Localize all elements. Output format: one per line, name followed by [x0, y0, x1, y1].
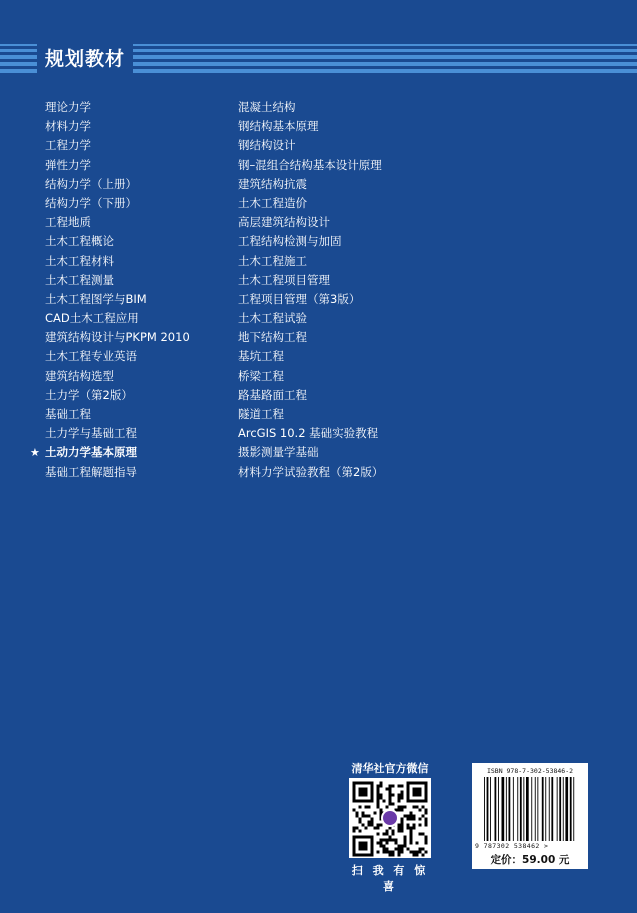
book-title-item	[45, 252, 190, 271]
isbn-barcode	[472, 763, 588, 869]
book-title-item	[238, 424, 383, 443]
book-title: 钢结构基本原理	[238, 119, 319, 134]
book-title: ArcGIS 10.2 基础实验教程	[238, 426, 379, 441]
book-title: 土动力学基本原理	[45, 445, 137, 460]
book-title: 基础工程解题指导	[45, 464, 137, 479]
book-title: 摄影测量学基础	[238, 445, 319, 460]
price-label: 定价：59.00 元	[490, 854, 570, 866]
book-title-item	[45, 175, 190, 194]
book-title: 土木工程专业英语	[45, 349, 137, 364]
book-title-item	[238, 443, 383, 462]
book-title-item	[45, 213, 190, 232]
book-title: 土木工程材料	[45, 253, 114, 268]
book-title: 高层建筑结构设计	[238, 215, 330, 230]
book-title: 土木工程造价	[238, 195, 307, 210]
book-title: 工程地质	[45, 215, 91, 230]
book-title-item	[45, 328, 190, 347]
star-icon: ★	[30, 446, 40, 460]
book-list-right	[238, 98, 383, 482]
qr-caption: 扫 我 有 惊 喜	[351, 864, 429, 893]
book-title-item	[238, 405, 383, 424]
book-title: 土木工程测量	[45, 272, 114, 287]
book-list-left	[30, 98, 190, 482]
book-title-item	[45, 347, 190, 366]
book-title: 弹性力学	[45, 157, 91, 172]
book-title: 土木工程概论	[45, 234, 114, 249]
book-title: 建筑结构设计与PKPM 2010	[45, 330, 190, 345]
book-title-item	[238, 386, 383, 405]
book-title-item	[45, 98, 190, 117]
book-title-item	[238, 367, 383, 386]
book-title-item	[238, 213, 383, 232]
book-title-item	[238, 309, 383, 328]
book-title: 工程力学	[45, 138, 91, 153]
book-title: 材料力学试验教程（第2版）	[238, 464, 384, 479]
book-title: 土力学（第2版）	[45, 387, 133, 402]
book-title: 地下结构工程	[238, 330, 307, 345]
wechat-qr-code[interactable]	[349, 778, 431, 858]
book-title: 混凝土结构	[238, 100, 296, 114]
book-title-item	[45, 367, 190, 386]
book-title-item	[45, 232, 190, 251]
book-title: 隧道工程	[238, 407, 284, 421]
book-title: 土木工程项目管理	[238, 272, 330, 287]
isbn-label: ISBN 978-7-302-53846-2	[486, 767, 574, 775]
book-title-item	[45, 309, 190, 328]
book-title-item	[238, 117, 383, 136]
book-title: CAD土木工程应用	[45, 311, 139, 326]
book-title-item	[45, 136, 190, 155]
barcode-bars	[482, 777, 578, 841]
book-title-item	[238, 156, 383, 175]
book-title-item	[45, 117, 190, 136]
book-title-item	[45, 194, 190, 213]
book-title-item	[45, 463, 190, 482]
book-title: 土木工程图学与BIM	[45, 291, 147, 306]
book-title: 钢–混组合结构基本设计原理	[238, 157, 382, 172]
series-title: 规划教材	[37, 44, 133, 75]
book-title: 建筑结构选型	[45, 368, 114, 383]
book-title: 建筑结构抗震	[238, 176, 307, 191]
book-title: 土力学与基础工程	[45, 426, 137, 441]
book-title: 土木工程施工	[238, 253, 307, 268]
book-title: 路基路面工程	[238, 387, 307, 402]
book-title-item	[238, 463, 383, 482]
book-title-item	[45, 290, 190, 309]
book-title-item	[238, 232, 383, 251]
book-title-item	[238, 328, 383, 347]
book-title-item	[45, 424, 190, 443]
book-title: 桥梁工程	[238, 368, 284, 383]
book-title-item	[238, 175, 383, 194]
book-title-item	[238, 136, 383, 155]
book-title-item	[45, 386, 190, 405]
qr-title: 清华社官方微信	[351, 762, 429, 775]
book-title-item	[238, 98, 383, 117]
book-title: 结构力学（上册）	[45, 176, 137, 191]
book-title: 工程结构检测与加固	[238, 234, 342, 249]
book-title: 基坑工程	[238, 349, 284, 364]
book-title: 理论力学	[45, 100, 91, 114]
book-title: 材料力学	[45, 119, 91, 134]
book-title-item	[30, 443, 190, 462]
book-title-item	[45, 405, 190, 424]
book-title: 土木工程试验	[238, 311, 307, 326]
book-title: 结构力学（下册）	[45, 195, 137, 210]
book-title-item	[238, 347, 383, 366]
book-title-item	[238, 290, 383, 309]
book-title-item	[45, 156, 190, 175]
book-title: 钢结构设计	[238, 138, 296, 153]
book-title: 工程项目管理（第3版）	[238, 291, 361, 306]
book-title-item	[45, 271, 190, 290]
book-title-item	[238, 194, 383, 213]
book-title-item	[238, 271, 383, 290]
book-title: 基础工程	[45, 407, 91, 421]
isbn-digits: 9 787302 538462 >	[475, 842, 549, 850]
book-title-item	[238, 252, 383, 271]
